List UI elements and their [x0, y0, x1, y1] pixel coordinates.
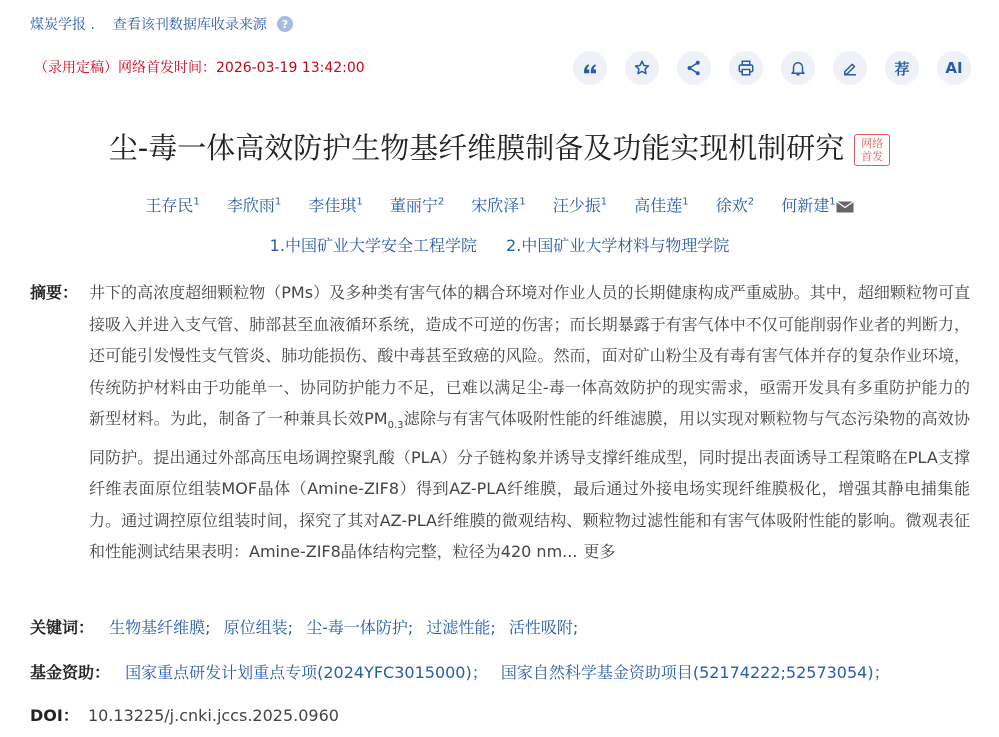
- keywords-label: 关键词：: [30, 618, 95, 637]
- article-title: 尘-毒一体高效防护生物基纤维膜制备及功能实现机制研究: [108, 131, 845, 165]
- star-icon[interactable]: [625, 51, 659, 85]
- author[interactable]: [634, 196, 688, 215]
- edit-icon[interactable]: [833, 51, 867, 85]
- journal-link[interactable]: 煤炭学报 .: [30, 17, 95, 33]
- pm-subscript: 0.3: [387, 420, 404, 432]
- author-affil-index: 1: [356, 196, 363, 208]
- author-name[interactable]: 王存民: [145, 196, 194, 215]
- author[interactable]: [553, 196, 607, 215]
- author-affil-index: 1: [829, 196, 836, 208]
- article-toolbar: [573, 51, 971, 85]
- funding-link[interactable]: 国家自然科学基金资助项目(52174222;52573054)；: [500, 663, 890, 682]
- online-first-time: （录用定稿）网络首发时间：2026-03-19 13:42:00: [34, 60, 365, 76]
- badge-line-1: 网络: [861, 137, 884, 150]
- author[interactable]: [308, 196, 362, 215]
- doi-label: DOI：: [30, 706, 79, 725]
- author[interactable]: [390, 196, 444, 215]
- funding-link[interactable]: 国家重点研发计划重点专项(2024YFC3015000)；: [125, 663, 488, 682]
- funding-label: 基金资助：: [30, 663, 111, 682]
- author-name[interactable]: 何新建: [781, 196, 830, 215]
- author-name[interactable]: 徐欢: [715, 196, 748, 215]
- author-name[interactable]: 李佳琪: [308, 196, 357, 215]
- doi-value: 10.13225/j.cnki.jccs.2025.0960: [87, 706, 339, 725]
- bell-icon[interactable]: [781, 51, 815, 85]
- abstract-label: 摘要：: [30, 283, 79, 302]
- more-link[interactable]: 更多: [583, 542, 616, 562]
- keyword-link[interactable]: 尘-毒一体防护;: [306, 618, 414, 637]
- author-name[interactable]: 宋欣泽: [471, 196, 520, 215]
- author[interactable]: [471, 196, 525, 215]
- online-first-badge: [854, 134, 890, 166]
- author-affil-index: 1: [193, 196, 200, 208]
- affiliation-link[interactable]: 2.中国矿业大学材料与物理学院: [506, 236, 730, 255]
- doi-row: [30, 703, 339, 726]
- author-affil-index: 2: [747, 196, 755, 208]
- question-icon[interactable]: ?: [277, 16, 293, 32]
- share-icon[interactable]: [677, 51, 711, 85]
- author[interactable]: [716, 196, 754, 215]
- affiliation-list: [0, 233, 999, 256]
- author-list: [0, 193, 999, 216]
- database-source-link[interactable]: 查看该刊数据库收录来源: [112, 17, 267, 33]
- keyword-link[interactable]: 原位组装;: [223, 618, 294, 637]
- abstract-text: [89, 277, 970, 568]
- quote-icon[interactable]: [573, 51, 607, 85]
- abstract-part-2: 滤除与有害气体吸附性能的纤维滤膜，用以实现对颗粒物与气态污染物的高效协同防护。提出通过外部高压电场调控聚乳酸（PLA）分子链构象并诱导支撑纤维成型，同时提出表面诱导工程策略在PLA支撑纤维表面原位组装MOF晶体（Amine-ZIF8）得到AZ-PLA纤维膜，最后通过外接电场实现纤维膜极化，增强其静电捕集能力。通过调控原位组装时间，探究了其对AZ-PLA纤维膜的微观结构、颗粒物过滤性能和有害气体吸附性能的影响。微观表征和性能测试结果表明：Amine-ZIF8晶体结构完整，粒径为420 nm...: [89, 409, 970, 562]
- recommend-icon[interactable]: 荐: [885, 51, 919, 85]
- funding-row: [30, 660, 898, 683]
- abstract-section: [30, 277, 970, 568]
- author-name[interactable]: 高佳莲: [634, 196, 683, 215]
- keyword-link[interactable]: 生物基纤维膜;: [109, 618, 211, 637]
- author-name[interactable]: 汪少振: [552, 196, 601, 215]
- author[interactable]: [145, 196, 199, 215]
- author-affil-index: 1: [600, 196, 608, 208]
- author-affil-index: 1: [682, 196, 689, 208]
- author-affil-index: 1: [519, 196, 526, 208]
- mail-icon[interactable]: [836, 201, 854, 213]
- author-affil-index: 2: [437, 196, 445, 208]
- affiliation-link[interactable]: 1.中国矿业大学安全工程学院: [269, 236, 477, 255]
- badge-line-2: 首发: [861, 150, 884, 163]
- abstract-part-1: 井下的高浓度超细颗粒物（PMs）及多种类有害气体的耦合环境对作业人员的长期健康构成严重威胁。其中，超细颗粒物可直接吸入并进入支气管、肺部甚至血液循环系统，造成不可逆的伤害；而长期暴露于有害气体中不仅可能削弱作业者的判断力，还可能引发慢性支气管炎、肺功能损伤、酸中毒甚至致癌的风险。然而，面对矿山粉尘及有毒有害气体并存的复杂作业环境，传统防护材料由于功能单一、协同防护能力不足，已难以满足尘-毒一体高效防护的现实需求，亟需开发具有多重防护能力的新型材料。为此，制备了一种兼具长效PM: [89, 283, 970, 428]
- author-affil-index: 1: [274, 196, 282, 208]
- keywords-row: [30, 615, 586, 638]
- journal-bar: [30, 14, 293, 34]
- author-name[interactable]: 李欣雨: [226, 196, 275, 215]
- ai-icon[interactable]: AI: [937, 51, 971, 85]
- keyword-link[interactable]: 过滤性能;: [426, 618, 496, 637]
- author-name[interactable]: 董丽宁: [389, 196, 438, 215]
- article-title-row: [0, 126, 999, 167]
- keyword-link[interactable]: 活性吸附;: [508, 618, 579, 637]
- author[interactable]: [781, 196, 853, 215]
- author[interactable]: [227, 196, 281, 215]
- print-icon[interactable]: [729, 51, 763, 85]
